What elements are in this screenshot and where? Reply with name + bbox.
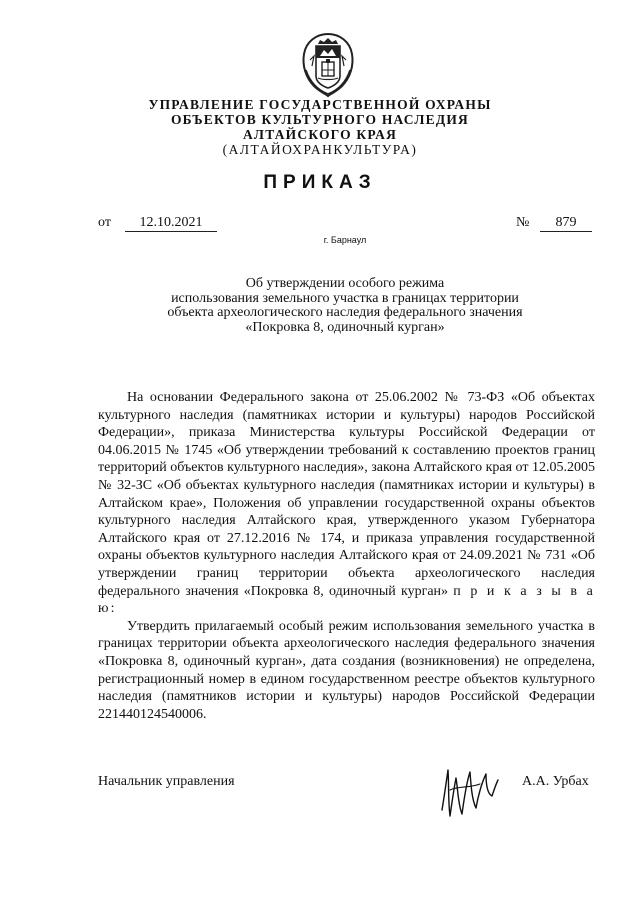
city-label: г. Барнаул	[323, 235, 367, 245]
order-body	[98, 389, 595, 723]
order-number: 879	[540, 215, 592, 232]
signatory-name: А.А. Урбах	[522, 774, 589, 789]
org-name-line-3: АЛТАЙСКОГО КРАЯ	[242, 127, 398, 142]
order-subject	[0, 277, 640, 335]
org-name-line-2: ОБЪЕКТОВ КУЛЬТУРНОГО НАСЛЕДИЯ	[170, 112, 470, 127]
subject-line: объекта археологического наследия федерального значения	[167, 305, 523, 320]
order-date: 12.10.2021	[125, 215, 217, 232]
org-name-line-1: УПРАВЛЕНИЕ ГОСУДАРСТВЕННОЙ ОХРАНЫ	[148, 97, 492, 112]
org-short-name: (АЛТАЙОХРАНКУЛЬТУРА)	[222, 142, 418, 157]
date-prefix: от	[98, 215, 111, 230]
order-word: п р и к а з ы в а ю:	[98, 583, 595, 617]
preamble-paragraph	[98, 389, 595, 618]
number-sign: №	[516, 215, 530, 230]
subject-line: «Покровка 8, одиночный курган»	[245, 319, 445, 335]
signatory-position: Начальник управления	[98, 774, 235, 789]
handwritten-signature	[436, 760, 502, 824]
subject-line: использования земельного участка в границах территории	[171, 290, 519, 306]
coat-of-arms-icon	[296, 30, 360, 100]
preamble-text: На основании Федерального закона от 25.06.2002 № 73-ФЗ «Об объектах культурного наследия (памятниках истории и культуры) народов Российской Федерации», приказа Министерства культуры Российской Федерации от 04.06.2015 № 1745 «Об утверждении требований к составлению проектов границ территорий объектов культурного наследия», закона Алтайского края от 12.05.2005 № 32-ЗС «Об объектах культурного наследия (памятниках истории и культуры) в Алтайском крае», Положения об управлении государственной охраны объектов культурного наследия Алтайского края, утвержденного указом Губернатора Алтайского края от 27.12.2016 № 174, и приказа управления государственной охраны объектов культурного наследия Алтайского края от 24.09.2021 № 731 «Об утверждении границ территории объекта археологического наследия федерального значения «Покровка 8, одиночный курган»	[98, 390, 595, 599]
document-type-title: ПРИКАЗ	[263, 172, 377, 193]
subject-line: Об утверждении особого режима	[245, 276, 445, 291]
resolution-paragraph: Утвердить прилагаемый особый режим использования земельного участка в границах территории объекта археологического наследия федерального значения «Покровка 8, одиночный курган», дата создания (возникновения) не определена, регистрационный номер в едином государственном реестре объектов культурного наследия (памятников истории и культуры) народов Российской Федерации 221440124540006.	[98, 618, 595, 722]
